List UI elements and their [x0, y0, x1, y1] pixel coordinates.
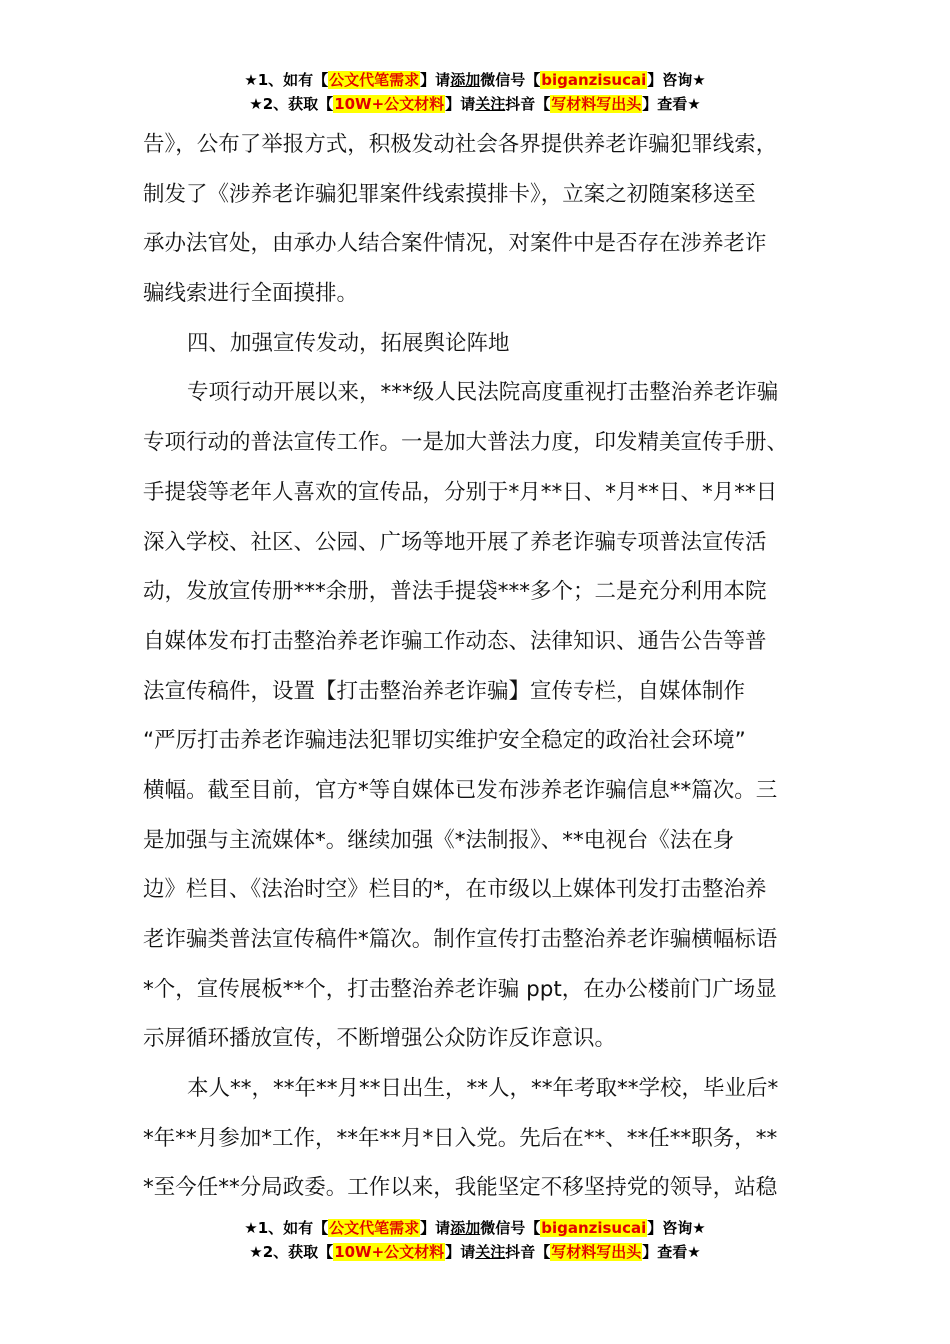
banner-text: ★2、获取【 [249, 95, 334, 113]
body-line: 手提袋等老年人喜欢的宣传品，分别于*月**日、*月**日、*月**日 [143, 479, 778, 505]
document-body [143, 120, 823, 1213]
banner-line-1 [0, 1216, 950, 1240]
banner-text: 】请 [420, 71, 451, 89]
highlight-text: 10W+公文材料 [334, 95, 445, 113]
banner-line-1 [0, 68, 950, 92]
body-line: 承办法官处，由承办人结合案件情况，对案件中是否存在涉养老诈 [143, 231, 767, 257]
footer-banner [0, 1216, 950, 1264]
body-line: *个，宣传展板**个，打击整治养老诈骗 ppt，在办公楼前门广场显 [143, 976, 777, 1002]
banner-line-2 [0, 92, 950, 116]
body-line: “严厉打击养老诈骗违法犯罪切实维护安全稳定的政治社会环境” [143, 728, 746, 754]
body-line: 专项行动开展以来，***级人民法院高度重视打击整治养老诈骗 [187, 380, 779, 406]
body-line: *至今任**分局政委。工作以来，我能坚定不移坚持党的领导，站稳 [143, 1175, 778, 1201]
douyin-id-highlight: 写材料写出头 [551, 1243, 642, 1261]
body-line: 本人**，**年**月**日出生，**人，**年考取**学校，毕业后* [187, 1076, 779, 1102]
body-line: 骗线索进行全面摸排。 [143, 281, 359, 307]
banner-text: 】请 [420, 1219, 451, 1237]
body-line: 告》，公布了举报方式，积极发动社会各界提供养老诈骗犯罪线索， [143, 132, 778, 157]
banner-text: 】查看★ [642, 95, 701, 113]
highlight-text: 10W+公文材料 [334, 1243, 445, 1261]
section-heading: 四、加强宣传发动，拓展舆论阵地 [187, 330, 510, 356]
body-line: *年**月参加*工作，**年**月*日入党。先后在**、**任**职务，** [143, 1125, 778, 1151]
underlined-text: 关注 [475, 1243, 506, 1261]
body-line: 示屏循环播放宣传，不断增强公众防诈反诈意识。 [143, 1026, 617, 1052]
banner-text: 】请 [445, 1243, 476, 1261]
highlight-text: 公文代笔需求 [329, 71, 420, 89]
banner-text: 】咨询★ [647, 1219, 706, 1237]
body-line: 老诈骗类普法宣传稿件*篇次。制作宣传打击整治养老诈骗横幅标语 [143, 927, 778, 952]
banner-text: 】查看★ [642, 1243, 701, 1261]
banner-text: 微信号【 [480, 1219, 541, 1237]
banner-line-2 [0, 1240, 950, 1264]
banner-text: 抖音【 [505, 95, 551, 113]
underlined-text: 添加 [450, 71, 481, 89]
douyin-id-highlight: 写材料写出头 [551, 95, 642, 113]
body-line: 制发了《涉养老诈骗犯罪案件线索摸排卡》，立案之初随案移送至 [143, 181, 756, 207]
body-line: 专项行动的普法宣传工作。一是加大普法力度，印发精美宣传手册、 [143, 430, 789, 456]
underlined-text: 关注 [475, 95, 506, 113]
header-banner [0, 68, 950, 116]
wechat-id-highlight: biganzisucai [541, 1219, 647, 1237]
banner-text: ★2、获取【 [249, 1243, 334, 1261]
body-line: 自媒体发布打击整治养老诈骗工作动态、法律知识、通告公告等普 [143, 628, 767, 654]
banner-text: 】请 [445, 95, 476, 113]
body-line: 动，发放宣传册***余册，普法手提袋***多个；二是充分利用本院 [143, 579, 767, 605]
banner-text: 微信号【 [480, 71, 541, 89]
underlined-text: 添加 [450, 1219, 481, 1237]
body-line: 横幅。截至目前，官方*等自媒体已发布涉养老诈骗信息**篇次。三 [143, 777, 778, 803]
body-line: 法宣传稿件，设置【打击整治养老诈骗】宣传专栏，自媒体制作 [143, 678, 746, 704]
body-line: 是加强与主流媒体*。继续加强《*法制报》、**电视台《法在身 [143, 827, 735, 853]
body-line: 深入学校、社区、公园、广场等地开展了养老诈骗专项普法宣传活 [143, 529, 767, 555]
banner-text: 】咨询★ [647, 71, 706, 89]
wechat-id-highlight: biganzisucai [541, 71, 647, 89]
banner-text: ★1、如有【 [244, 71, 329, 89]
banner-text: 抖音【 [505, 1243, 551, 1261]
body-line: 边》栏目、《法治时空》栏目的*，在市级以上媒体刊发打击整治养 [143, 877, 767, 903]
highlight-text: 公文代笔需求 [329, 1219, 420, 1237]
banner-text: ★1、如有【 [244, 1219, 329, 1237]
